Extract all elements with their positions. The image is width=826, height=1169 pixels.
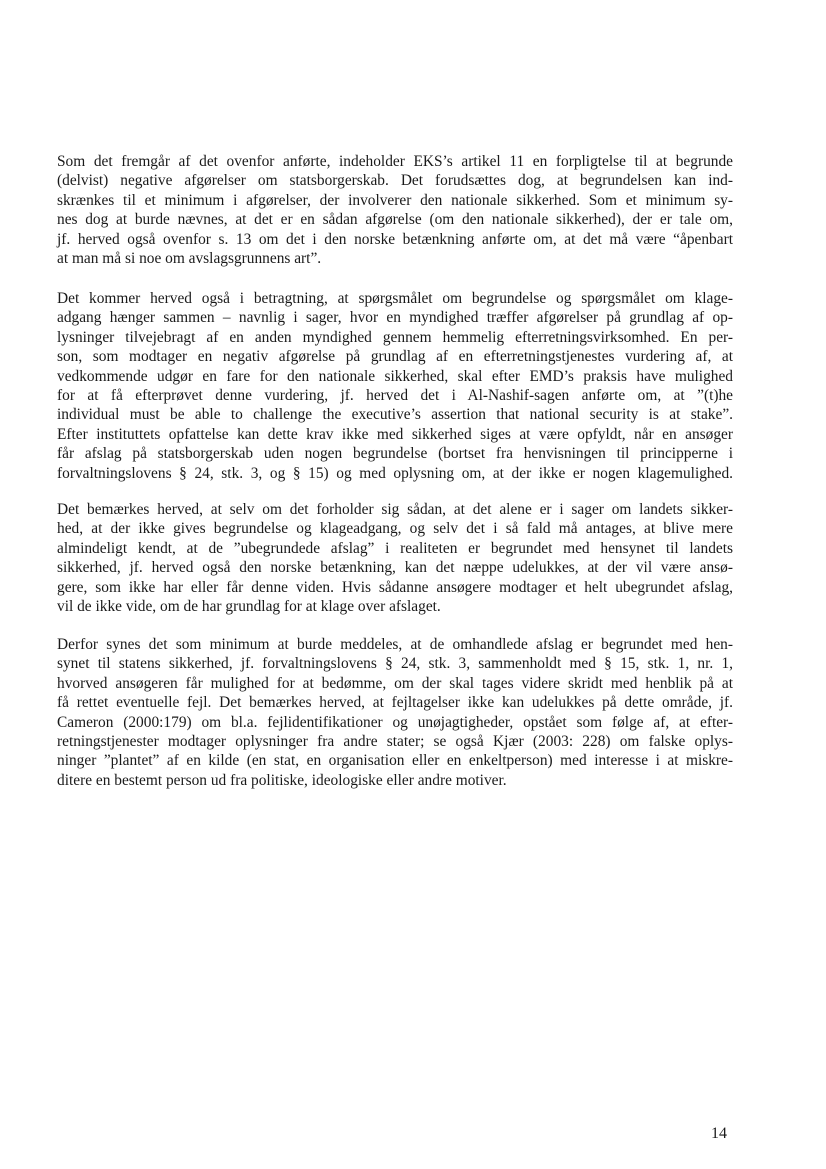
text-line: skrænkes til et minimum i afgørelser, der involverer den nationale sikkerhed. Som et minimum sy- [57,191,733,209]
text-line: synet til statens sikkerhed, jf. forvaltningslovens § 24, stk. 3, sammenholdt med § 15, stk. 1, nr. 1, [57,655,733,673]
text-line: forvaltningslovens § 24, stk. 3, og § 15) og med oplysning om, at der ikke er nogen klagemulighed. [57,464,733,482]
text-line: vedkommende udgør en fare for den nationale sikkerhed, skal efter EMD’s praksis have mulighed [57,367,733,385]
text-line: Det kommer herved også i betragtning, at spørgsmålet om begrundelse og spørgsmålet om klage- [57,290,733,307]
text-line: lysninger tilvejebragt af en anden myndighed gennem hemmelig efterretningsvirksomhed. En per- [57,328,733,346]
text-line: Som det fremgår af det ovenfor anførte, indeholder EKS’s artikel 11 en forpligtelse til at begrunde [57,153,733,170]
text-line: almindeligt kendt, at de ”ubegrundede afslag” i realiteten er begrundet med hensynet til landets [57,539,733,557]
text-line: (delvist) negative afgørelser om statsborgerskab. Det forudsættes dog, at begrundelsen kan ind- [57,172,733,190]
text-line: hvorved ansøgeren får mulighed for at bedømme, om der skal tages videre skridt med henblik på at [57,674,733,692]
text-line: får afslag på statsborgerskab uden nogen begrundelse (bortset fra henvisningen til principperne i [57,445,733,463]
paragraph-1 [57,152,733,268]
text-line: retningstjenester modtager oplysninger fra andre stater; se også Kjær (2003: 228) om falske oplys- [57,733,733,751]
text-line: hed, at der ikke gives begrundelse og klageadgang, og selv det i så fald må antages, at blive mere [57,520,733,538]
text-line: Derfor synes det som minimum at burde meddeles, at de omhandlede afslag er begrundet med hen- [57,636,733,653]
text-line: Efter instituttets opfattelse kan dette krav ikke med sikkerhed siges at være opfyldt, når en ansøger [57,425,733,443]
text-line: ninger ”plantet” af en kilde (en stat, en organisation eller en enkeltperson) med interesse i at miskre- [57,752,733,770]
text-line: nes dog at burde nævnes, at det er en sådan afgørelse (om den nationale sikkerhed), der er tale om, [57,211,733,229]
text-line: adgang hænger sammen – navnlig i sager, hvor en myndighed træffer afgørelser på grundlag af op- [57,309,733,327]
text-line: at man må si noe om avslagsgrunnens art”. [57,250,322,268]
text-line: Det bemærkes herved, at selv om det forholder sig sådan, at det alene er i sager om landets sikker- [57,501,733,518]
text-line: få rettet eventuelle fejl. Det bemærkes herved, at fejltagelser ikke kan udelukkes på dette område, jf. [57,694,733,712]
text-line: gere, som ikke har eller får denne viden. Hvis sådanne ansøgere modtager et helt ubegrundet afslag, [57,578,733,596]
paragraph-3 [57,500,733,616]
text-line: Cameron (2000:179) om bl.a. fejlidentifikationer og unøjagtigheder, opstået som følge af, at efter- [57,713,733,731]
text-line: jf. herved også ovenfor s. 13 om det i den norske betænkning anførte om, at det må være “åpenbart [57,230,733,248]
text-line: son, som modtager en negativ afgørelse på grundlag af en efterretningstjenestes vurdering af, at [57,348,733,366]
text-line: ditere en bestemt person ud fra politiske, ideologiske eller andre motiver. [57,771,507,789]
page-number: 14 [711,1125,727,1142]
text-line: sikkerhed, jf. herved også den norske betænkning, kan det næppe udelukkes, at der vil være ansø- [57,559,733,577]
paragraph-2 [57,289,733,483]
paragraph-4 [57,635,733,790]
text-line: vil de ikke vide, om de har grundlag for at klage over afslaget. [57,598,441,616]
text-line: individual must be able to challenge the executive’s assertion that national security is at stake”. [57,406,733,424]
text-line: for at få efterprøvet denne vurdering, jf. herved det i Al-Nashif-sagen anførte om, at ”(t)he [57,387,733,405]
